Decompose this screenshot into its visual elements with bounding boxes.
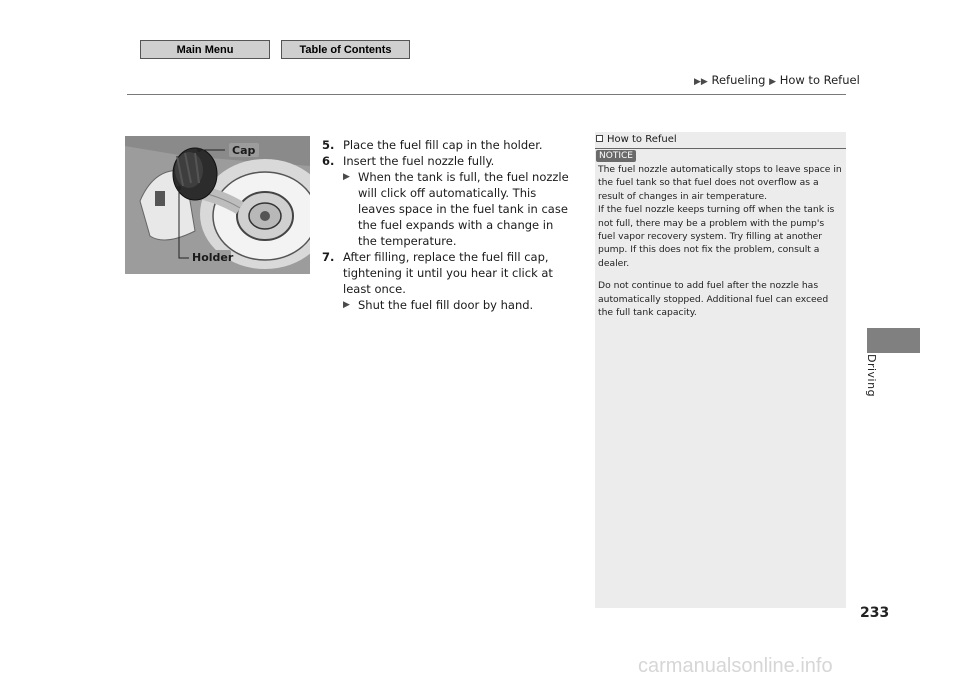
watermark: carmanualsonline.info <box>638 655 833 677</box>
arrow-icon: ▶ <box>343 172 350 182</box>
substep-text: Shut the fuel fill door by hand. <box>358 298 534 312</box>
bookmark-icon <box>596 135 603 142</box>
step-6 <box>322 153 572 169</box>
instruction-steps <box>322 137 572 313</box>
substep <box>322 297 572 313</box>
main-menu-button[interactable]: Main Menu <box>140 40 270 59</box>
breadcrumb-section[interactable]: Refueling <box>711 73 766 87</box>
substep <box>322 169 572 249</box>
substep-text: When the tank is full, the fuel nozzle will click off automatically. This leaves space in the fuel tank in case the fuel expands with a change in the temperature. <box>358 170 569 248</box>
arrow-icon: ▶ <box>769 77 777 87</box>
step-text: After filling, replace the fuel fill cap, tightening it until you hear it click at least once. <box>343 250 553 296</box>
notice-badge: NOTICE <box>596 150 636 162</box>
side-note-box <box>595 132 846 608</box>
note-paragraph: Do not continue to add fuel after the nozzle has automatically stopped. Additional fuel can exceed the full tank capacity. <box>598 280 829 319</box>
step-number: 5. <box>322 138 335 152</box>
arrow-icon: ▶ <box>343 300 350 310</box>
side-note-title[interactable]: How to Refuel <box>607 134 677 145</box>
cap-label: Cap <box>232 144 256 157</box>
page-number: 233 <box>860 605 890 621</box>
double-arrow-icon: ▶▶ <box>694 77 708 87</box>
breadcrumb-page: How to Refuel <box>779 73 860 87</box>
step-number: 6. <box>322 154 335 168</box>
step-5 <box>322 137 572 153</box>
header-rule <box>127 94 846 95</box>
table-of-contents-button[interactable]: Table of Contents <box>281 40 410 59</box>
breadcrumb <box>694 73 860 87</box>
side-note-header <box>595 132 846 149</box>
chapter-tab[interactable] <box>867 328 920 353</box>
chapter-label: Driving <box>865 354 878 398</box>
fuel-cap-figure <box>125 136 310 274</box>
step-number: 7. <box>322 250 335 264</box>
fuel-cap-illustration <box>125 136 310 274</box>
holder-label: Holder <box>192 251 234 264</box>
note-paragraph: If the fuel nozzle keeps turning off when the tank is not full, there may be a problem with the pump's fuel vapor recovery system. Try filling at another pump. If this does not fix the problem, consult a dealer. <box>598 204 835 269</box>
side-note-body <box>598 163 844 319</box>
step-text: Place the fuel fill cap in the holder. <box>343 138 543 152</box>
step-text: Insert the fuel nozzle fully. <box>343 154 495 168</box>
note-paragraph: The fuel nozzle automatically stops to leave space in the fuel tank so that fuel does not overflow as a result of changes in air temperature. <box>598 164 842 202</box>
step-7 <box>322 249 572 297</box>
